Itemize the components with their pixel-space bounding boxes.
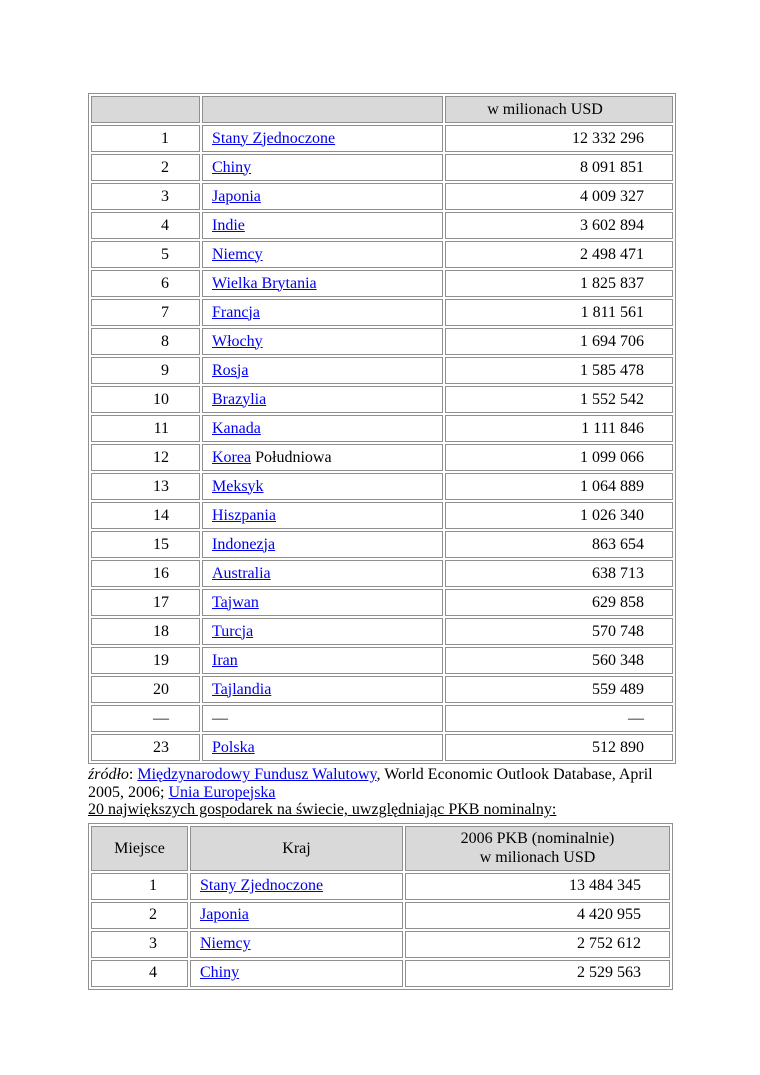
table-row bbox=[91, 386, 673, 413]
country-cell bbox=[202, 676, 443, 703]
country-cell bbox=[202, 415, 443, 442]
country-cell bbox=[202, 589, 443, 616]
country-cell bbox=[202, 386, 443, 413]
country-cell bbox=[202, 241, 443, 268]
rank-cell: 11 bbox=[91, 415, 200, 442]
value-cell: 1 064 889 bbox=[445, 473, 673, 500]
country-link[interactable]: Polska bbox=[212, 738, 255, 756]
rank-cell: 17 bbox=[91, 589, 200, 616]
rank-cell: 9 bbox=[91, 357, 200, 384]
table-header-row bbox=[91, 826, 670, 871]
table-row bbox=[91, 473, 673, 500]
country-cell bbox=[202, 270, 443, 297]
table-row bbox=[91, 589, 673, 616]
rank-cell: 8 bbox=[91, 328, 200, 355]
rank-cell: 3 bbox=[91, 183, 200, 210]
rank-header-cell bbox=[91, 96, 200, 123]
country-link[interactable]: Tajlandia bbox=[212, 680, 272, 698]
country-link[interactable]: Włochy bbox=[212, 332, 263, 350]
country-link[interactable]: Meksyk bbox=[212, 477, 264, 495]
rank-cell: 2 bbox=[91, 154, 200, 181]
country-cell bbox=[202, 125, 443, 152]
value-header-line2: w milionach USD bbox=[479, 849, 596, 867]
country-link[interactable]: Japonia bbox=[212, 187, 261, 205]
value-cell: 4 009 327 bbox=[445, 183, 673, 210]
value-cell: 1 026 340 bbox=[445, 502, 673, 529]
table-row bbox=[91, 415, 673, 442]
value-cell: 13 484 345 bbox=[405, 873, 670, 900]
table-row bbox=[91, 873, 670, 900]
rank-cell: 12 bbox=[91, 444, 200, 471]
table-row bbox=[91, 357, 673, 384]
value-cell: 2 498 471 bbox=[445, 241, 673, 268]
rank-cell: 15 bbox=[91, 531, 200, 558]
rank-cell: 16 bbox=[91, 560, 200, 587]
source-note bbox=[88, 766, 676, 819]
rank-cell: 4 bbox=[91, 960, 188, 987]
country-cell: — bbox=[202, 705, 443, 732]
gdp-2005-table bbox=[88, 93, 676, 764]
value-cell: 8 091 851 bbox=[445, 154, 673, 181]
table-row bbox=[91, 444, 673, 471]
country-link[interactable]: Kanada bbox=[212, 419, 261, 437]
rank-cell: 20 bbox=[91, 676, 200, 703]
country-link[interactable]: Iran bbox=[212, 651, 238, 669]
table-row bbox=[91, 212, 673, 239]
value-cell: 863 654 bbox=[445, 531, 673, 558]
country-link[interactable]: Japonia bbox=[200, 906, 249, 924]
country-cell bbox=[190, 902, 403, 929]
country-link[interactable]: Tajwan bbox=[212, 593, 259, 611]
rank-cell: 19 bbox=[91, 647, 200, 674]
value-cell: 1 694 706 bbox=[445, 328, 673, 355]
value-cell: 1 552 542 bbox=[445, 386, 673, 413]
country-cell bbox=[190, 960, 403, 987]
value-cell: 3 602 894 bbox=[445, 212, 673, 239]
country-link[interactable]: Korea bbox=[212, 448, 252, 466]
country-link[interactable]: Brazylia bbox=[212, 390, 267, 408]
country-cell: Korea Południowa bbox=[202, 444, 443, 471]
country-cell bbox=[202, 154, 443, 181]
table-row bbox=[91, 676, 673, 703]
country-link[interactable]: Chiny bbox=[200, 964, 240, 982]
country-link[interactable]: Australia bbox=[212, 564, 271, 582]
value-cell: 638 713 bbox=[445, 560, 673, 587]
country-cell bbox=[202, 212, 443, 239]
value-header-cell bbox=[405, 826, 670, 871]
country-link[interactable]: Stany Zjednoczone bbox=[212, 129, 336, 147]
value-cell: 570 748 bbox=[445, 618, 673, 645]
rank-cell: 2 bbox=[91, 902, 188, 929]
table-row bbox=[91, 154, 673, 181]
rank-cell: — bbox=[91, 705, 200, 732]
country-cell bbox=[202, 531, 443, 558]
source-note-line2 bbox=[88, 784, 676, 802]
table-header-row bbox=[91, 96, 673, 123]
country-cell bbox=[202, 183, 443, 210]
value-cell: 512 890 bbox=[445, 734, 673, 761]
rank-cell: 10 bbox=[91, 386, 200, 413]
value-cell: 629 858 bbox=[445, 589, 673, 616]
value-cell: 1 099 066 bbox=[445, 444, 673, 471]
value-cell: 1 811 561 bbox=[445, 299, 673, 326]
rank-cell: 6 bbox=[91, 270, 200, 297]
value-cell: 1 111 846 bbox=[445, 415, 673, 442]
table-row bbox=[91, 328, 673, 355]
country-cell bbox=[202, 299, 443, 326]
value-header-cell: w milionach USD bbox=[445, 96, 673, 123]
table-row bbox=[91, 647, 673, 674]
table-row bbox=[91, 705, 673, 732]
rank-cell: 1 bbox=[91, 125, 200, 152]
table-row bbox=[91, 560, 673, 587]
source-label: źródło bbox=[88, 766, 129, 783]
country-cell bbox=[202, 618, 443, 645]
country-link[interactable]: Wielka Brytania bbox=[212, 274, 317, 292]
table-row bbox=[91, 183, 673, 210]
table-row bbox=[91, 531, 673, 558]
rank-cell: 18 bbox=[91, 618, 200, 645]
rank-cell: 1 bbox=[91, 873, 188, 900]
country-cell bbox=[202, 647, 443, 674]
country-link[interactable]: Rosja bbox=[212, 361, 249, 379]
country-link[interactable]: Indonezja bbox=[212, 535, 276, 553]
country-cell bbox=[202, 560, 443, 587]
rank-cell: 7 bbox=[91, 299, 200, 326]
eu-link[interactable]: Unia Europejska bbox=[168, 783, 276, 801]
table-row bbox=[91, 902, 670, 929]
rank-cell: 3 bbox=[91, 931, 188, 958]
country-cell bbox=[202, 734, 443, 761]
source-separator: : bbox=[128, 766, 138, 783]
country-link[interactable]: Chiny bbox=[212, 158, 252, 176]
country-link[interactable]: Turcja bbox=[212, 622, 254, 640]
rank-cell: 5 bbox=[91, 241, 200, 268]
source-line1-rest: , World Economic Outlook Database, April bbox=[376, 766, 653, 783]
country-header-cell bbox=[202, 96, 443, 123]
country-cell bbox=[202, 357, 443, 384]
table-row bbox=[91, 241, 673, 268]
country-link[interactable]: Niemcy bbox=[200, 935, 251, 953]
imf-link[interactable]: Międzynarodowy Fundusz Walutowy bbox=[137, 766, 377, 783]
country-link[interactable]: Indie bbox=[212, 216, 245, 234]
source-line2-prefix: 2005, 2006; bbox=[88, 783, 169, 801]
value-cell: — bbox=[445, 705, 673, 732]
table-row bbox=[91, 270, 673, 297]
country-cell bbox=[202, 473, 443, 500]
value-cell: 2 529 563 bbox=[405, 960, 670, 987]
country-cell bbox=[202, 502, 443, 529]
value-cell: 1 825 837 bbox=[445, 270, 673, 297]
value-cell: 4 420 955 bbox=[405, 902, 670, 929]
country-link[interactable]: Francja bbox=[212, 303, 260, 321]
value-cell: 2 752 612 bbox=[405, 931, 670, 958]
document-content bbox=[88, 93, 676, 990]
rank-cell: 23 bbox=[91, 734, 200, 761]
table-row bbox=[91, 618, 673, 645]
value-cell: 559 489 bbox=[445, 676, 673, 703]
table-row bbox=[91, 960, 670, 987]
country-cell bbox=[190, 873, 403, 900]
table-row bbox=[91, 299, 673, 326]
value-cell: 560 348 bbox=[445, 647, 673, 674]
source-note-line1 bbox=[88, 766, 676, 784]
rank-cell: 4 bbox=[91, 212, 200, 239]
country-cell bbox=[190, 931, 403, 958]
rank-cell: 13 bbox=[91, 473, 200, 500]
rank-header-cell: Miejsce bbox=[91, 826, 188, 871]
country-link[interactable]: Niemcy bbox=[212, 245, 263, 263]
value-cell: 1 585 478 bbox=[445, 357, 673, 384]
rank-cell: 14 bbox=[91, 502, 200, 529]
table-row bbox=[91, 125, 673, 152]
gdp-2006-table bbox=[88, 823, 673, 990]
table-row bbox=[91, 502, 673, 529]
value-header-line1: 2006 PKB (nominalnie) bbox=[460, 830, 615, 848]
table-row bbox=[91, 734, 673, 761]
section-heading: 20 największych gospodarek na świecie, uwzględniając PKB nominalny: bbox=[88, 801, 557, 819]
country-link[interactable]: Stany Zjednoczone bbox=[200, 877, 324, 895]
table-row bbox=[91, 931, 670, 958]
country-link[interactable]: Hiszpania bbox=[212, 506, 276, 524]
value-cell: 12 332 296 bbox=[445, 125, 673, 152]
country-header-cell: Kraj bbox=[190, 826, 403, 871]
country-cell bbox=[202, 328, 443, 355]
